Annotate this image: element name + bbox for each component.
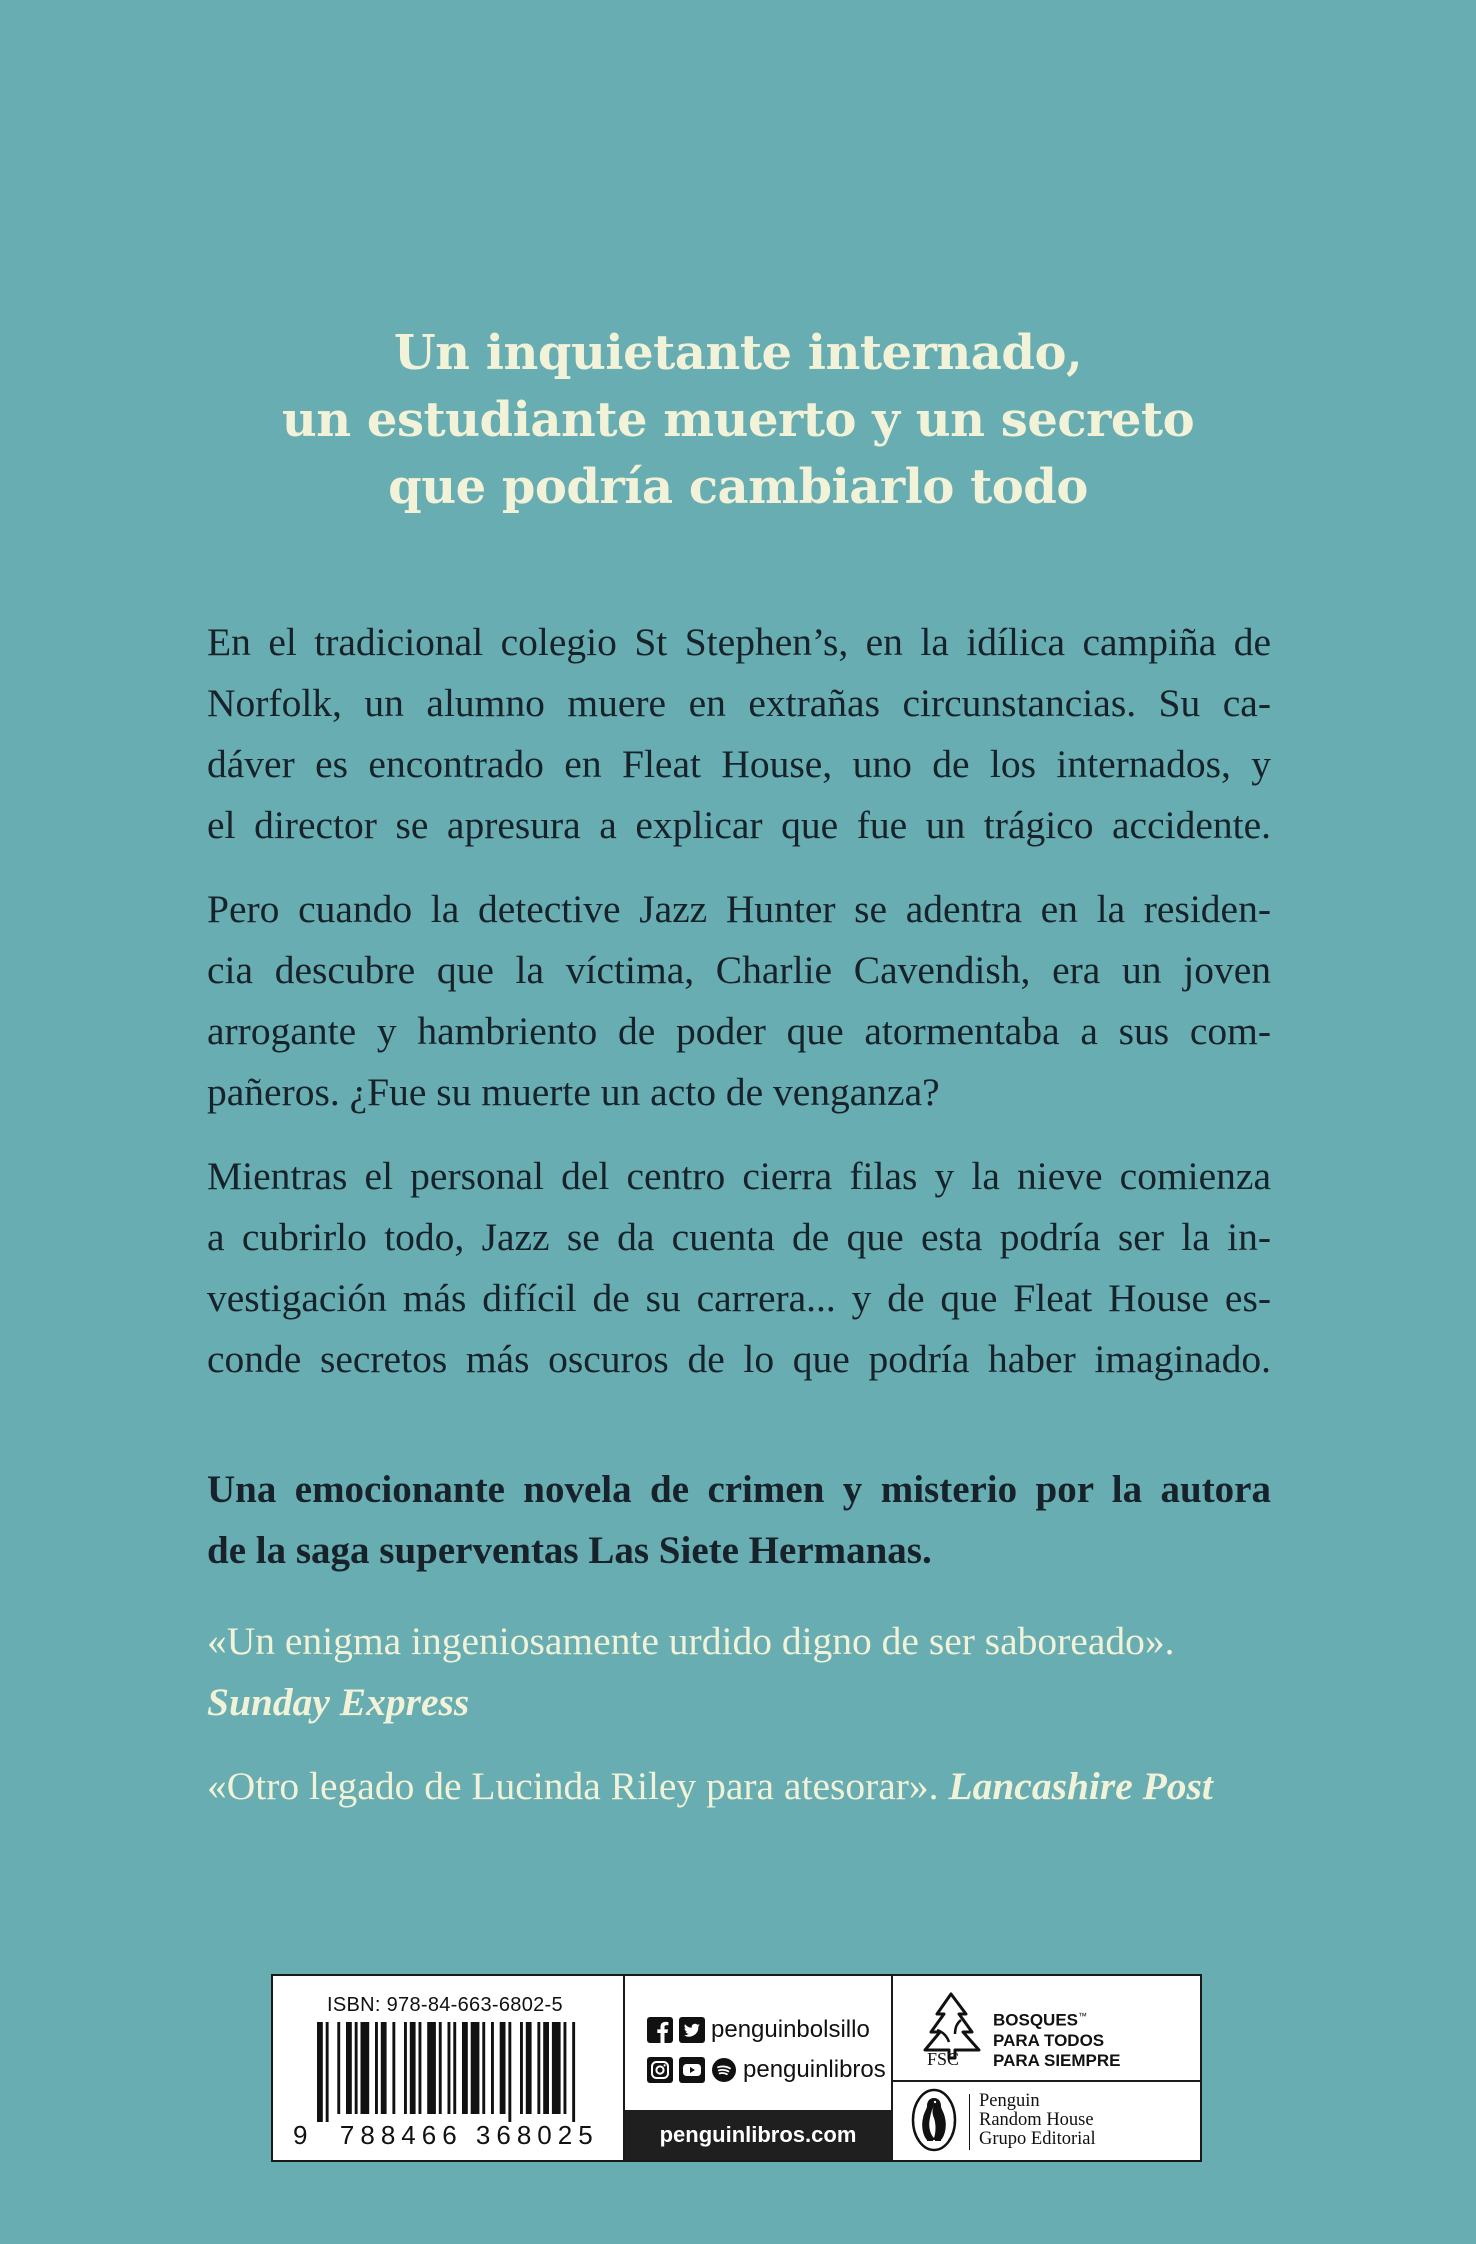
- barcode-bar: [419, 2022, 422, 2114]
- barcode-bar: [564, 2022, 567, 2114]
- barcode: [317, 2022, 587, 2122]
- isbn-label: ISBN: 978-84-663-6802-5: [327, 1994, 563, 2016]
- publisher-name: [979, 2092, 1096, 2149]
- synopsis-line: el director se apresura a explicar que fue un trágico accidente.: [207, 803, 1271, 847]
- synopsis-line: arrogante y hambriento de poder que atormentaba a sus com-: [207, 1009, 1271, 1053]
- barcode-bar: [471, 2022, 480, 2114]
- pitch: [207, 1459, 1271, 1581]
- twitter-icon[interactable]: [679, 2017, 705, 2043]
- tagline: [200, 320, 1276, 521]
- synopsis-paragraph: [207, 1146, 1271, 1390]
- youtube-icon[interactable]: [679, 2057, 705, 2083]
- fsc-label: FSC: [927, 2049, 960, 2066]
- barcode-bar: [482, 2022, 485, 2114]
- barcode-bar: [355, 2022, 358, 2114]
- barcode-panel: [273, 1976, 625, 2160]
- review-quotes: [207, 1611, 1271, 1840]
- barcode-bar: [448, 2022, 451, 2114]
- synopsis-paragraph: [207, 879, 1271, 1123]
- barcode-bar: [537, 2022, 540, 2114]
- barcode-bar: [361, 2022, 370, 2114]
- barcode-bar: [526, 2022, 532, 2114]
- barcode-bar: [326, 2022, 329, 2122]
- synopsis-line: vestigación más difícil de su carrera... y de que Fleat House es-: [207, 1276, 1271, 1320]
- social-row: [647, 2016, 870, 2044]
- synopsis-line: dáver es encontrado en Fleat House, uno de los internados, y: [207, 742, 1271, 786]
- barcode-bar: [462, 2022, 468, 2114]
- synopsis-line: Norfolk, un alumno muere en extrañas circunstancias. Su ca-: [207, 681, 1271, 725]
- social-row: [647, 2056, 886, 2084]
- publisher-panel: [893, 2082, 1200, 2160]
- tagline-line: un estudiante muerto y un secreto: [281, 392, 1195, 448]
- publisher-line: Random House: [979, 2110, 1094, 2130]
- synopsis-line: conde secretos más oscuros de lo que podría haber imaginado.: [207, 1337, 1271, 1381]
- synopsis-line: Pero cuando la detective Jazz Hunter se adentra en la residen-: [207, 887, 1271, 931]
- quote-source: Sunday Express: [207, 1680, 470, 1724]
- barcode-bar: [439, 2022, 442, 2114]
- fsc-line: PARA TODOS: [993, 2030, 1105, 2050]
- tagline-line: Un inquietante internado,: [393, 325, 1083, 381]
- publisher-line: Penguin: [979, 2091, 1040, 2111]
- barcode-bar: [410, 2022, 416, 2114]
- barcode-digits: [293, 2120, 613, 2151]
- quote-text: «Otro legado de Lucinda Riley para atesorar».: [207, 1764, 939, 1808]
- synopsis-line: pañeros. ¿Fue su muerte un acto de venganza?: [207, 1070, 940, 1114]
- review-quote: [207, 1611, 1271, 1733]
- synopsis-line: a cubrirlo todo, Jazz se da cuenta de que esta podría ser la in-: [207, 1215, 1271, 1259]
- barcode-bar: [404, 2022, 407, 2114]
- barcode-bar: [337, 2022, 340, 2114]
- barcode-bar: [346, 2022, 352, 2114]
- barcode-bar: [552, 2022, 561, 2114]
- fsc-line: BOSQUES: [993, 2010, 1079, 2030]
- barcode-bar: [427, 2022, 436, 2114]
- quote-text: «Un enigma ingeniosamente urdido digno de ser saboreado».: [207, 1619, 1175, 1663]
- website-link[interactable]: penguinlibros.com: [625, 2110, 891, 2160]
- barcode-bar: [317, 2022, 323, 2122]
- tagline-line: que podría cambiarlo todo: [388, 459, 1088, 515]
- quote-line: [207, 1756, 1271, 1817]
- barcode-group1: 788466: [339, 2120, 463, 2150]
- barcode-bar: [500, 2022, 506, 2114]
- social-handle[interactable]: penguinbolsillo: [711, 2016, 870, 2043]
- fsc-line: PARA SIEMPRE: [993, 2050, 1121, 2070]
- publisher-line: Grupo Editorial: [979, 2129, 1096, 2149]
- barcode-bar: [491, 2022, 494, 2114]
- synopsis-line: Mientras el personal del centro cierra filas y la nieve comienza: [207, 1154, 1271, 1198]
- pitch-line: de la saga superventas Las Siete Hermanas.: [207, 1529, 932, 1572]
- barcode-bar: [543, 2022, 549, 2114]
- fsc-tree-logo: [917, 1990, 987, 2066]
- fsc-trademark: ™: [1078, 2011, 1088, 2021]
- barcode-bar: [381, 2022, 387, 2114]
- facebook-icon[interactable]: [647, 2017, 673, 2043]
- spotify-icon[interactable]: [711, 2057, 737, 2083]
- info-strip: [271, 1974, 1202, 2162]
- barcode-group2: 368025: [475, 2120, 599, 2150]
- barcode-bar: [375, 2022, 378, 2114]
- synopsis: [207, 612, 1271, 1413]
- barcode-bar: [572, 2022, 575, 2122]
- publisher-divider: [969, 2094, 970, 2150]
- penguin-logo: [911, 2088, 957, 2152]
- instagram-icon[interactable]: [647, 2057, 673, 2083]
- review-quote: [207, 1756, 1271, 1817]
- barcode-bar: [520, 2022, 523, 2114]
- pitch-line: Una emocionante novela de crimen y misterio por la autora: [207, 1468, 1271, 1511]
- barcode-bar: [508, 2022, 511, 2122]
- synopsis-line: En el tradicional colegio St Stephen’s, en la idílica campiña de: [207, 620, 1271, 664]
- synopsis-line: cia descubre que la víctima, Charlie Cavendish, era un joven: [207, 948, 1271, 992]
- synopsis-paragraph: [207, 612, 1271, 856]
- fsc-panel: [893, 1976, 1200, 2082]
- social-handle[interactable]: penguinlibros: [743, 2056, 886, 2083]
- barcode-bar: [453, 2022, 456, 2114]
- fsc-slogan: [993, 2006, 1121, 2071]
- barcode-first-digit: 9: [293, 2120, 314, 2150]
- quote-source: Lancashire Post: [948, 1764, 1213, 1808]
- social-panel: [625, 1976, 893, 2160]
- barcode-bar: [392, 2022, 395, 2114]
